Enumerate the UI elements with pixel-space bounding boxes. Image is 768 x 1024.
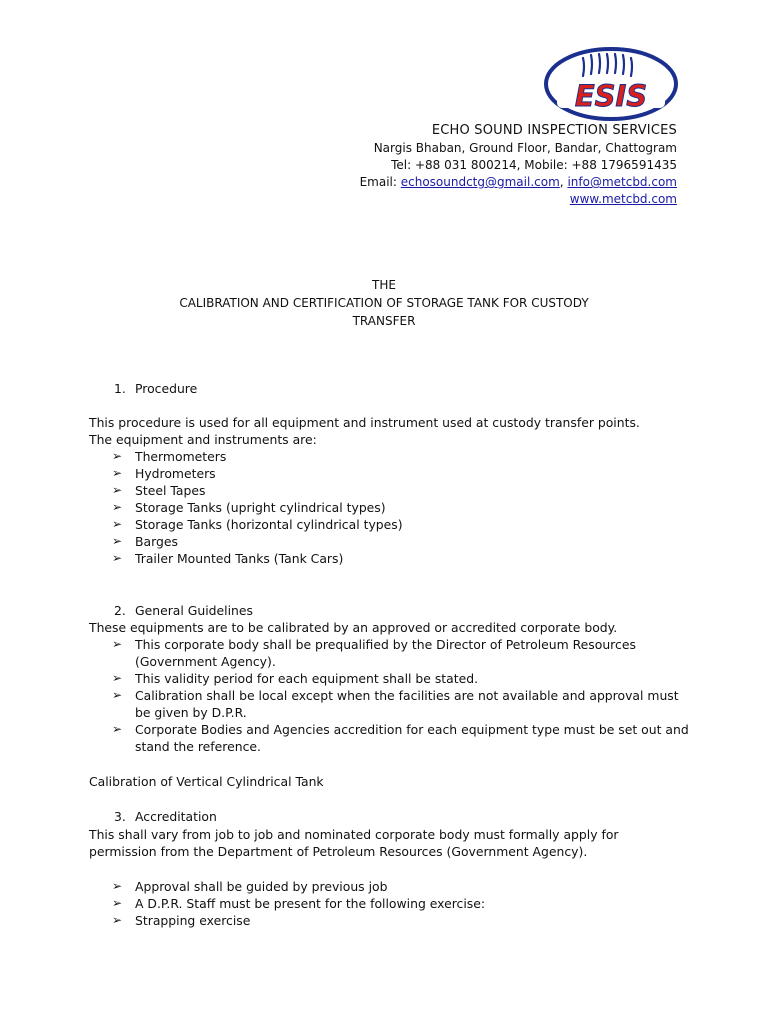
list-item: Trailer Mounted Tanks (Tank Cars) [135, 551, 344, 566]
section-1-number: 1. [114, 381, 126, 396]
bullet-glyph: ➢ [112, 551, 123, 565]
bullet-glyph: ➢ [112, 449, 123, 463]
section-3-intro-2: permission from the Department of Petroleum Resources (Government Agency). [89, 844, 588, 859]
logo-text: ESIS [574, 79, 648, 113]
bullet-glyph: ➢ [112, 722, 123, 736]
bullet-glyph: ➢ [112, 534, 123, 548]
list-item: Storage Tanks (horizontal cylindrical types) [135, 517, 403, 532]
section-1-intro-1: This procedure is used for all equipment and instrument used at custody transfer points. [89, 415, 640, 430]
list-item: Storage Tanks (upright cylindrical types) [135, 500, 386, 515]
list-item: A D.P.R. Staff must be present for the following exercise: [135, 896, 486, 911]
doc-title-line-2: CALIBRATION AND CERTIFICATION OF STORAGE TANK FOR CUSTODY [179, 296, 589, 310]
website-line [570, 190, 677, 208]
list-item-continuation: stand the reference. [135, 739, 261, 754]
company-email-line [360, 173, 677, 191]
list-item: Thermometers [135, 449, 227, 464]
section-1-intro-2: The equipment and instruments are: [89, 432, 317, 447]
list-item: This validity period for each equipment shall be stated. [135, 671, 479, 686]
bullet-glyph: ➢ [112, 637, 123, 651]
website-link[interactable]: www.metcbd.com [569, 192, 677, 206]
company-logo [543, 46, 679, 122]
list-item: This corporate body shall be prequalified by the Director of Petroleum Resources [135, 637, 636, 652]
list-item-continuation: be given by D.P.R. [135, 705, 247, 720]
list-item: Hydrometers [135, 466, 216, 481]
bullet-glyph: ➢ [112, 896, 123, 910]
list-item: Approval shall be guided by previous job [135, 879, 388, 894]
section-3-heading: Accreditation [135, 809, 217, 824]
bullet-glyph: ➢ [112, 688, 123, 702]
email-link-1[interactable]: echosoundctg@gmail.com [400, 175, 560, 189]
section-2-number: 2. [114, 603, 126, 618]
email-separator: , [559, 175, 564, 189]
section-1-heading: Procedure [135, 381, 198, 396]
bullet-glyph: ➢ [112, 483, 123, 497]
section-3-intro-1: This shall vary from job to job and nominated corporate body must formally apply for [89, 827, 619, 842]
bullet-glyph: ➢ [112, 517, 123, 531]
list-item: Calibration shall be local except when the facilities are not available and approval must [135, 688, 679, 703]
list-item: Corporate Bodies and Agencies accredition for each equipment type must be set out and [135, 722, 689, 737]
section-2-heading: General Guidelines [135, 603, 253, 618]
bullet-glyph: ➢ [112, 913, 123, 927]
bullet-glyph: ➢ [112, 879, 123, 893]
list-item: Barges [135, 534, 178, 549]
list-item: Steel Tapes [135, 483, 206, 498]
bullet-glyph: ➢ [112, 671, 123, 685]
bullet-glyph: ➢ [112, 500, 123, 514]
doc-title-line-3: TRANSFER [352, 314, 416, 328]
company-phone: Tel: +88 031 800214, Mobile: +88 1796591435 [391, 158, 677, 172]
company-address: Nargis Bhaban, Ground Floor, Bandar, Chattogram [373, 141, 677, 155]
bullet-glyph: ➢ [112, 466, 123, 480]
section-3-number: 3. [114, 809, 126, 824]
list-item-continuation: (Government Agency). [135, 654, 276, 669]
company-name: ECHO SOUND INSPECTION SERVICES [431, 123, 677, 138]
list-item: Strapping exercise [135, 913, 251, 928]
email-label: Email: [359, 175, 397, 189]
section-2-intro: These equipments are to be calibrated by an approved or accredited corporate body. [89, 620, 618, 635]
email-link-2[interactable]: info@metcbd.com [567, 175, 677, 189]
doc-title-line-1: THE [372, 278, 396, 292]
subheading: Calibration of Vertical Cylindrical Tank [89, 774, 324, 789]
